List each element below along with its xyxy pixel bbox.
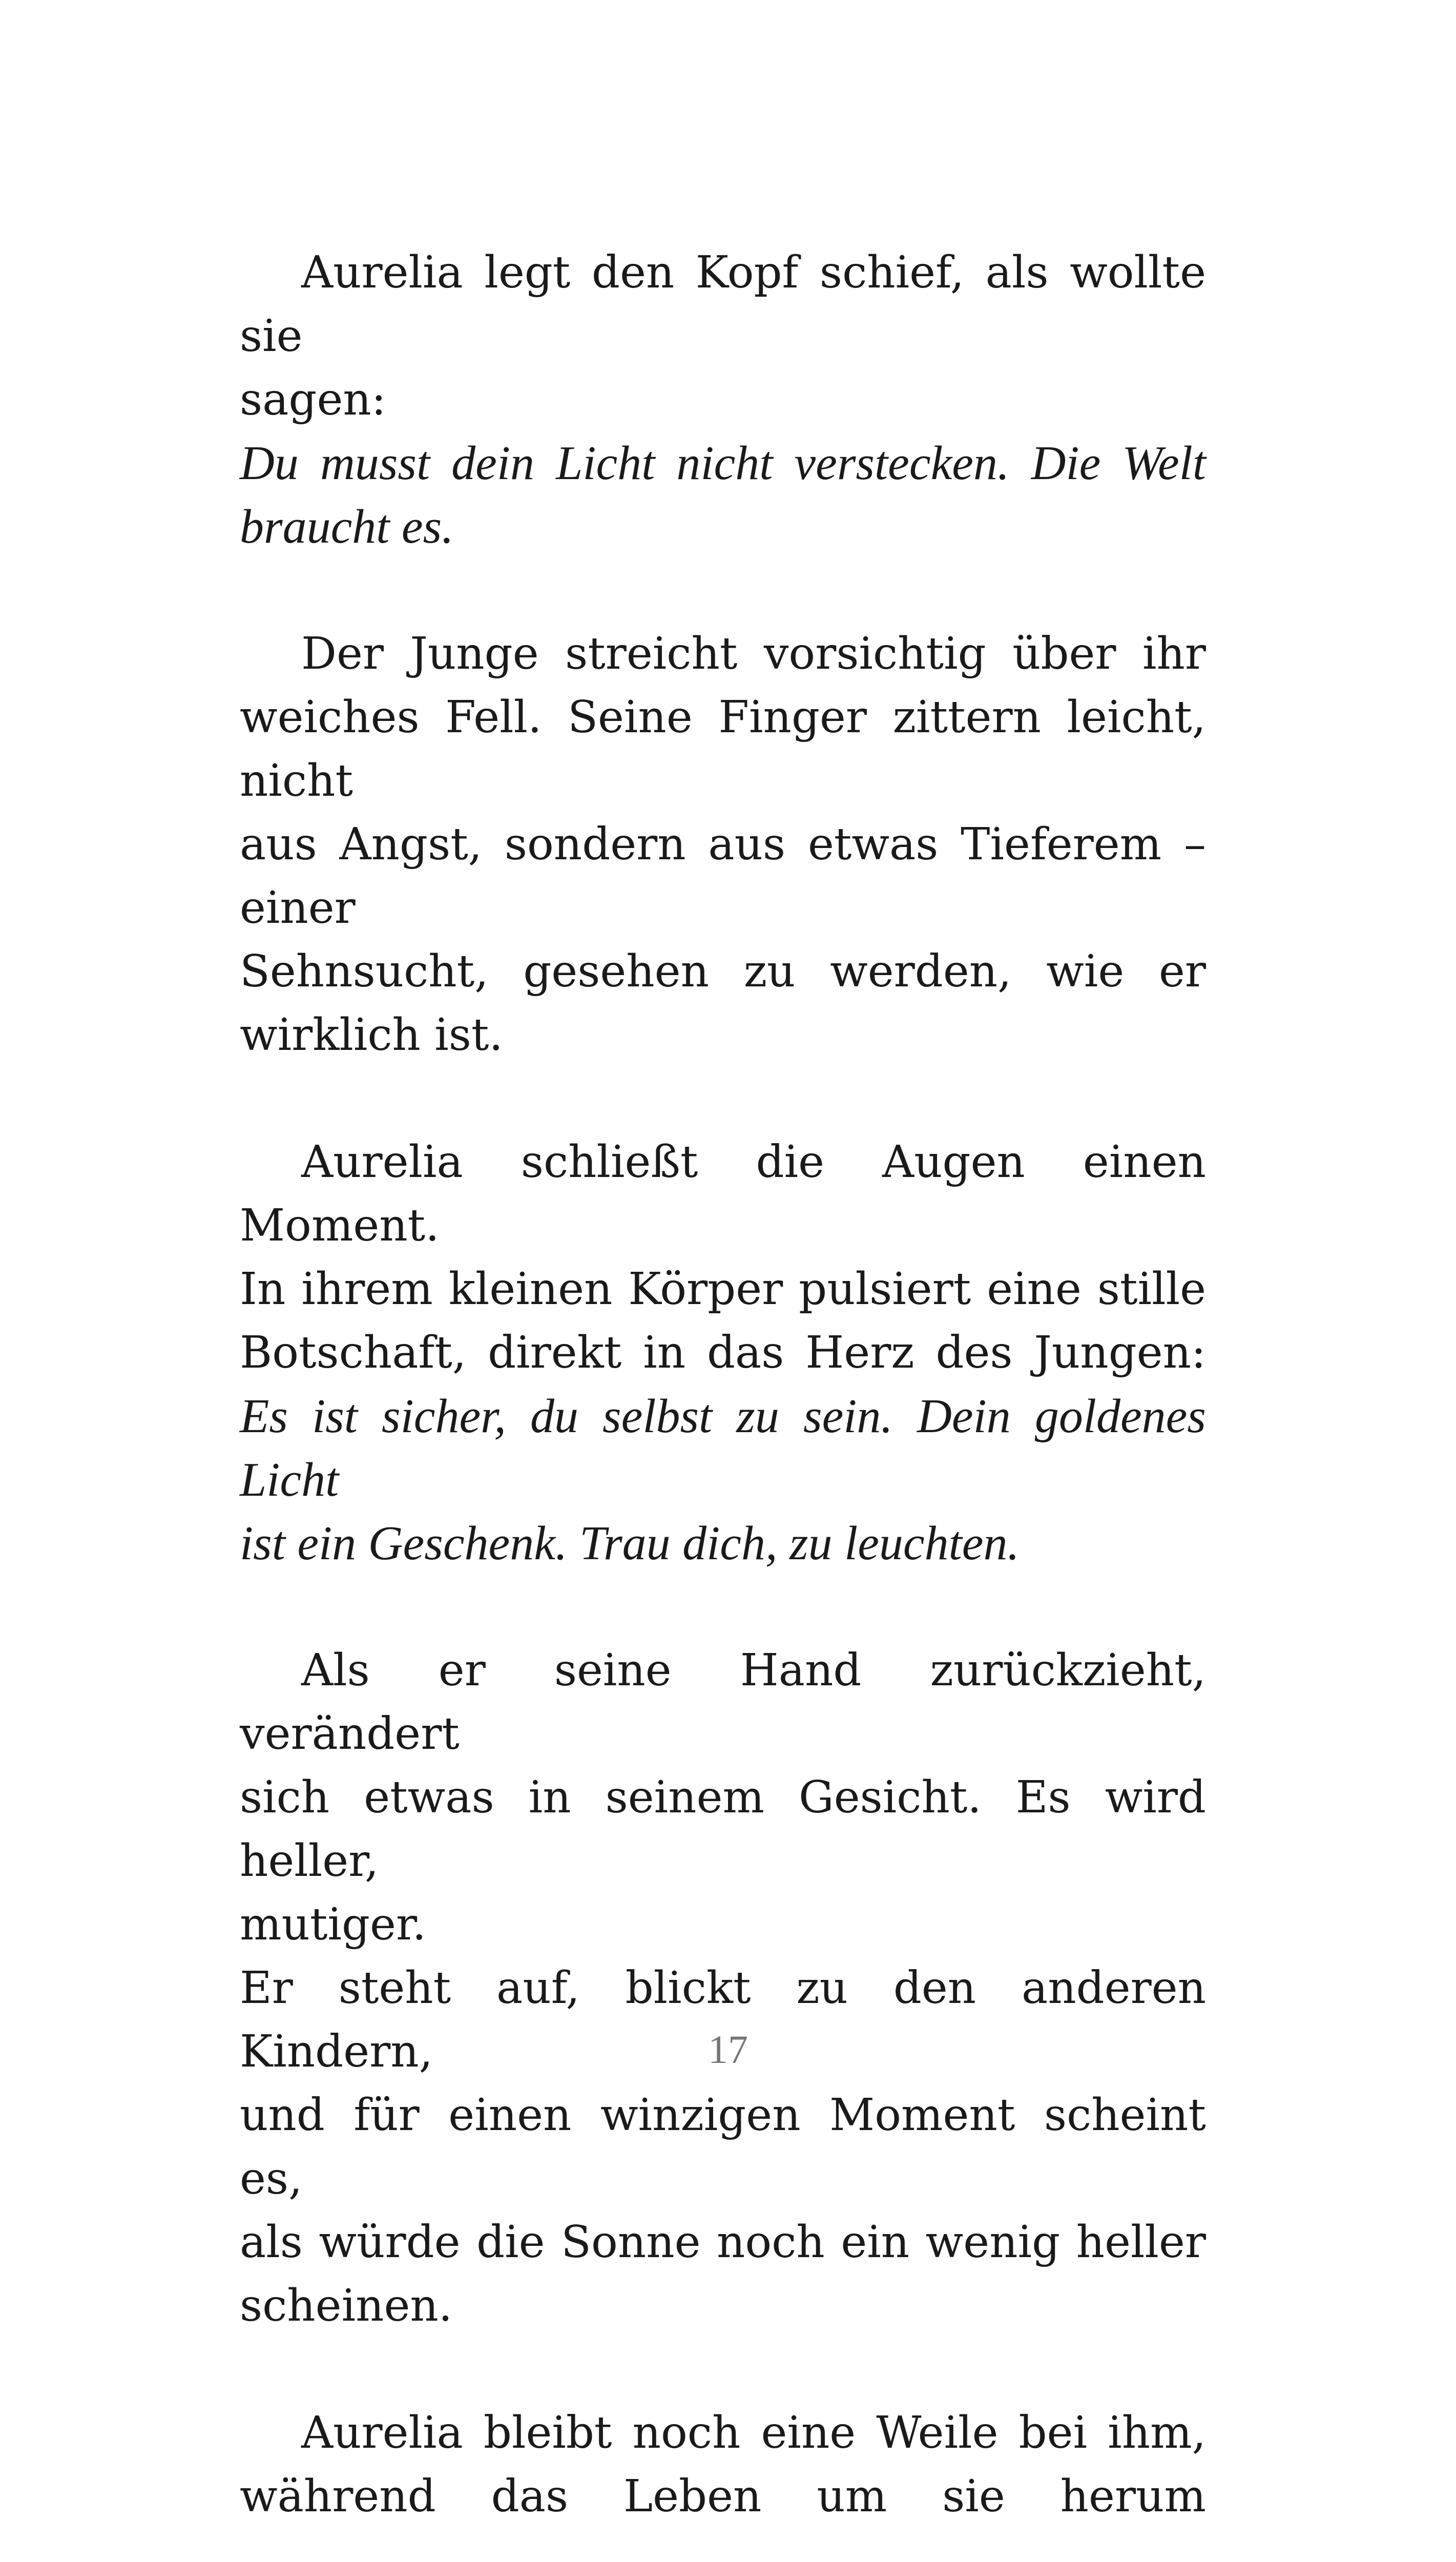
text-line: als würde die Sonne noch ein wenig heller <box>240 2217 1206 2268</box>
text-line: weiches Fell. Seine Finger zittern leicht, nicht <box>240 692 1206 807</box>
text-line: Aurelia bleibt noch eine Weile bei ihm, <box>301 2407 1206 2458</box>
text-line: Aurelia legt den Kopf schief, als wollte sie <box>240 247 1206 362</box>
italic-text-line: Du musst dein Licht nicht verstecken. Die Welt <box>240 437 1206 490</box>
paragraph <box>240 1130 1206 1575</box>
italic-text-line: braucht es. <box>240 500 454 553</box>
text-line: Botschaft, direkt in das Herz des Jungen: <box>240 1327 1206 1378</box>
text-line: und für einen winzigen Moment scheint es, <box>240 2090 1206 2204</box>
italic-text-line: Es ist sicher, du selbst zu sein. Dein goldenes Licht <box>240 1390 1206 1506</box>
text-line: Der Junge streicht vorsichtig über ihr <box>301 628 1206 679</box>
paragraph <box>240 622 1206 1067</box>
text-line: mutiger. <box>240 1899 426 1950</box>
text-line: Als er seine Hand zurückzieht, verändert <box>240 1645 1206 1760</box>
paragraph <box>240 2401 1206 2528</box>
text-line: wirklich ist. <box>240 1009 503 1061</box>
body-text <box>240 241 1206 2562</box>
page-number: 17 <box>708 2027 748 2072</box>
text-line: sich etwas in seinem Gesicht. Es wird heller, <box>240 1772 1206 1887</box>
text-line: Sehnsucht, gesehen zu werden, wie er <box>240 946 1206 997</box>
text-line: Aurelia schließt die Augen einen Moment. <box>240 1137 1206 1251</box>
text-line: während das Leben um sie herum <box>240 2471 1206 2522</box>
text-line: sagen: <box>240 374 386 425</box>
text-line: aus Angst, sondern aus etwas Tieferem – einer <box>240 819 1206 934</box>
paragraph <box>240 241 1206 559</box>
paragraph <box>240 1639 1206 2338</box>
text-line: In ihrem kleinen Körper pulsiert eine stille <box>240 1264 1206 1315</box>
italic-text-line: ist ein Geschenk. Trau dich, zu leuchten. <box>240 1517 1020 1570</box>
text-line: Er steht auf, blickt zu den anderen Kindern, <box>240 1962 1206 2077</box>
text-line: scheinen. <box>240 2280 453 2331</box>
